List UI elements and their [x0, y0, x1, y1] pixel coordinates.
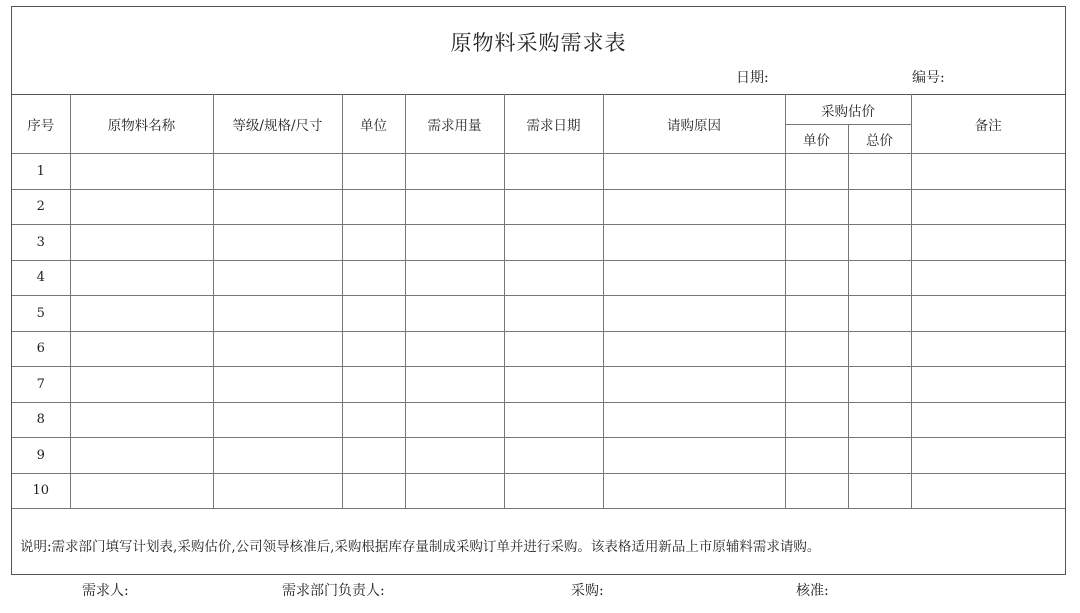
number-label: 编号:	[912, 70, 945, 86]
unit-cell[interactable]	[342, 402, 405, 438]
total-price-cell[interactable]	[848, 473, 911, 509]
material-name-cell[interactable]	[70, 438, 213, 474]
required-date-cell[interactable]	[504, 331, 603, 367]
table-row	[12, 296, 1065, 332]
unit-cell[interactable]	[342, 367, 405, 403]
table-row	[12, 189, 1065, 225]
dept-head-label: 需求部门负责人:	[282, 583, 385, 599]
table-row	[12, 438, 1065, 474]
table-row	[12, 473, 1065, 509]
unit-cell[interactable]	[342, 154, 405, 190]
unit-price-cell[interactable]	[785, 189, 848, 225]
remarks-cell[interactable]	[911, 367, 1065, 403]
required-date-cell[interactable]	[504, 225, 603, 261]
table-row	[12, 331, 1065, 367]
unit-cell[interactable]	[342, 225, 405, 261]
grade-cell[interactable]	[213, 189, 342, 225]
total-price-cell[interactable]	[848, 189, 911, 225]
total-price-cell[interactable]	[848, 438, 911, 474]
table-row	[12, 154, 1065, 190]
form-note: 说明:需求部门填写计划表,采购估价,公司领导核准后,采购根据库存量制成采购订单并进行采购。该表格适用新品上市原辅料需求请购。	[20, 539, 821, 555]
table-row	[12, 402, 1065, 438]
unit-price-cell[interactable]	[785, 473, 848, 509]
total-price-cell[interactable]	[848, 154, 911, 190]
quantity-cell[interactable]	[405, 367, 504, 403]
quantity-cell[interactable]	[405, 473, 504, 509]
required-date-cell[interactable]	[504, 438, 603, 474]
remarks-cell[interactable]	[911, 189, 1065, 225]
header-estimate-group: 采购估价	[785, 95, 911, 125]
material-name-cell[interactable]	[70, 473, 213, 509]
reason-cell[interactable]	[603, 367, 785, 403]
unit-cell[interactable]	[342, 260, 405, 296]
total-price-cell[interactable]	[848, 260, 911, 296]
header-quantity: 需求用量	[405, 95, 504, 154]
grade-cell[interactable]	[213, 331, 342, 367]
required-date-cell[interactable]	[504, 367, 603, 403]
quantity-cell[interactable]	[405, 189, 504, 225]
material-name-cell[interactable]	[70, 402, 213, 438]
row-seq: 8	[12, 402, 70, 438]
grade-cell[interactable]	[213, 473, 342, 509]
material-name-cell[interactable]	[70, 154, 213, 190]
header-required-date: 需求日期	[504, 95, 603, 154]
materials-table	[12, 94, 1065, 509]
grade-cell[interactable]	[213, 438, 342, 474]
reason-cell[interactable]	[603, 260, 785, 296]
required-date-cell[interactable]	[504, 260, 603, 296]
unit-cell[interactable]	[342, 189, 405, 225]
form-title: 原物料采购需求表	[450, 31, 627, 55]
row-seq: 4	[12, 260, 70, 296]
grade-cell[interactable]	[213, 367, 342, 403]
requester-label: 需求人:	[82, 583, 129, 599]
grade-cell[interactable]	[213, 260, 342, 296]
remarks-cell[interactable]	[911, 438, 1065, 474]
purchase-request-form	[11, 6, 1066, 575]
table-row	[12, 225, 1065, 261]
remarks-cell[interactable]	[911, 154, 1065, 190]
header-seq: 序号	[12, 95, 70, 154]
quantity-cell[interactable]	[405, 438, 504, 474]
material-name-cell[interactable]	[70, 331, 213, 367]
required-date-cell[interactable]	[504, 189, 603, 225]
remarks-cell[interactable]	[911, 225, 1065, 261]
total-price-cell[interactable]	[848, 331, 911, 367]
row-seq: 7	[12, 367, 70, 403]
material-name-cell[interactable]	[70, 225, 213, 261]
unit-price-cell[interactable]	[785, 331, 848, 367]
material-name-cell[interactable]	[70, 189, 213, 225]
remarks-cell[interactable]	[911, 260, 1065, 296]
quantity-cell[interactable]	[405, 402, 504, 438]
required-date-cell[interactable]	[504, 154, 603, 190]
unit-price-cell[interactable]	[785, 154, 848, 190]
header-material-name: 原物料名称	[70, 95, 213, 154]
material-name-cell[interactable]	[70, 260, 213, 296]
grade-cell[interactable]	[213, 154, 342, 190]
header-remarks: 备注	[911, 95, 1065, 154]
unit-cell[interactable]	[342, 473, 405, 509]
reason-cell[interactable]	[603, 473, 785, 509]
quantity-cell[interactable]	[405, 296, 504, 332]
remarks-cell[interactable]	[911, 296, 1065, 332]
row-seq: 10	[12, 473, 70, 509]
reason-cell[interactable]	[603, 154, 785, 190]
total-price-cell[interactable]	[848, 296, 911, 332]
unit-cell[interactable]	[342, 331, 405, 367]
quantity-cell[interactable]	[405, 154, 504, 190]
total-price-cell[interactable]	[848, 402, 911, 438]
approver-label: 核准:	[796, 583, 829, 599]
row-seq: 3	[12, 225, 70, 261]
date-label: 日期:	[736, 70, 769, 86]
reason-cell[interactable]	[603, 402, 785, 438]
quantity-cell[interactable]	[405, 225, 504, 261]
unit-price-cell[interactable]	[785, 402, 848, 438]
reason-cell[interactable]	[603, 296, 785, 332]
total-price-cell[interactable]	[848, 367, 911, 403]
unit-cell[interactable]	[342, 438, 405, 474]
row-seq: 1	[12, 154, 70, 190]
row-seq: 6	[12, 331, 70, 367]
remarks-cell[interactable]	[911, 331, 1065, 367]
quantity-cell[interactable]	[405, 331, 504, 367]
grade-cell[interactable]	[213, 402, 342, 438]
material-name-cell[interactable]	[70, 296, 213, 332]
signature-line	[0, 578, 1080, 602]
total-price-cell[interactable]	[848, 225, 911, 261]
purchasing-label: 采购:	[571, 583, 604, 599]
table-row	[12, 367, 1065, 403]
reason-cell[interactable]	[603, 225, 785, 261]
grade-cell[interactable]	[213, 225, 342, 261]
header-reason: 请购原因	[603, 95, 785, 154]
row-seq: 5	[12, 296, 70, 332]
table-row	[12, 260, 1065, 296]
reason-cell[interactable]	[603, 438, 785, 474]
required-date-cell[interactable]	[504, 296, 603, 332]
header-unit: 单位	[342, 95, 405, 154]
row-seq: 9	[12, 438, 70, 474]
header-grade-spec-size: 等级/规格/尺寸	[213, 95, 342, 154]
header-total-price: 总价	[848, 125, 911, 154]
reason-cell[interactable]	[603, 189, 785, 225]
quantity-cell[interactable]	[405, 260, 504, 296]
unit-cell[interactable]	[342, 296, 405, 332]
reason-cell[interactable]	[603, 331, 785, 367]
required-date-cell[interactable]	[504, 402, 603, 438]
unit-price-cell[interactable]	[785, 260, 848, 296]
grade-cell[interactable]	[213, 296, 342, 332]
remarks-cell[interactable]	[911, 402, 1065, 438]
unit-price-cell[interactable]	[785, 296, 848, 332]
remarks-cell[interactable]	[911, 473, 1065, 509]
row-seq: 2	[12, 189, 70, 225]
unit-price-cell[interactable]	[785, 438, 848, 474]
unit-price-cell[interactable]	[785, 225, 848, 261]
required-date-cell[interactable]	[504, 473, 603, 509]
material-name-cell[interactable]	[70, 367, 213, 403]
header-unit-price: 单价	[785, 125, 848, 154]
unit-price-cell[interactable]	[785, 367, 848, 403]
